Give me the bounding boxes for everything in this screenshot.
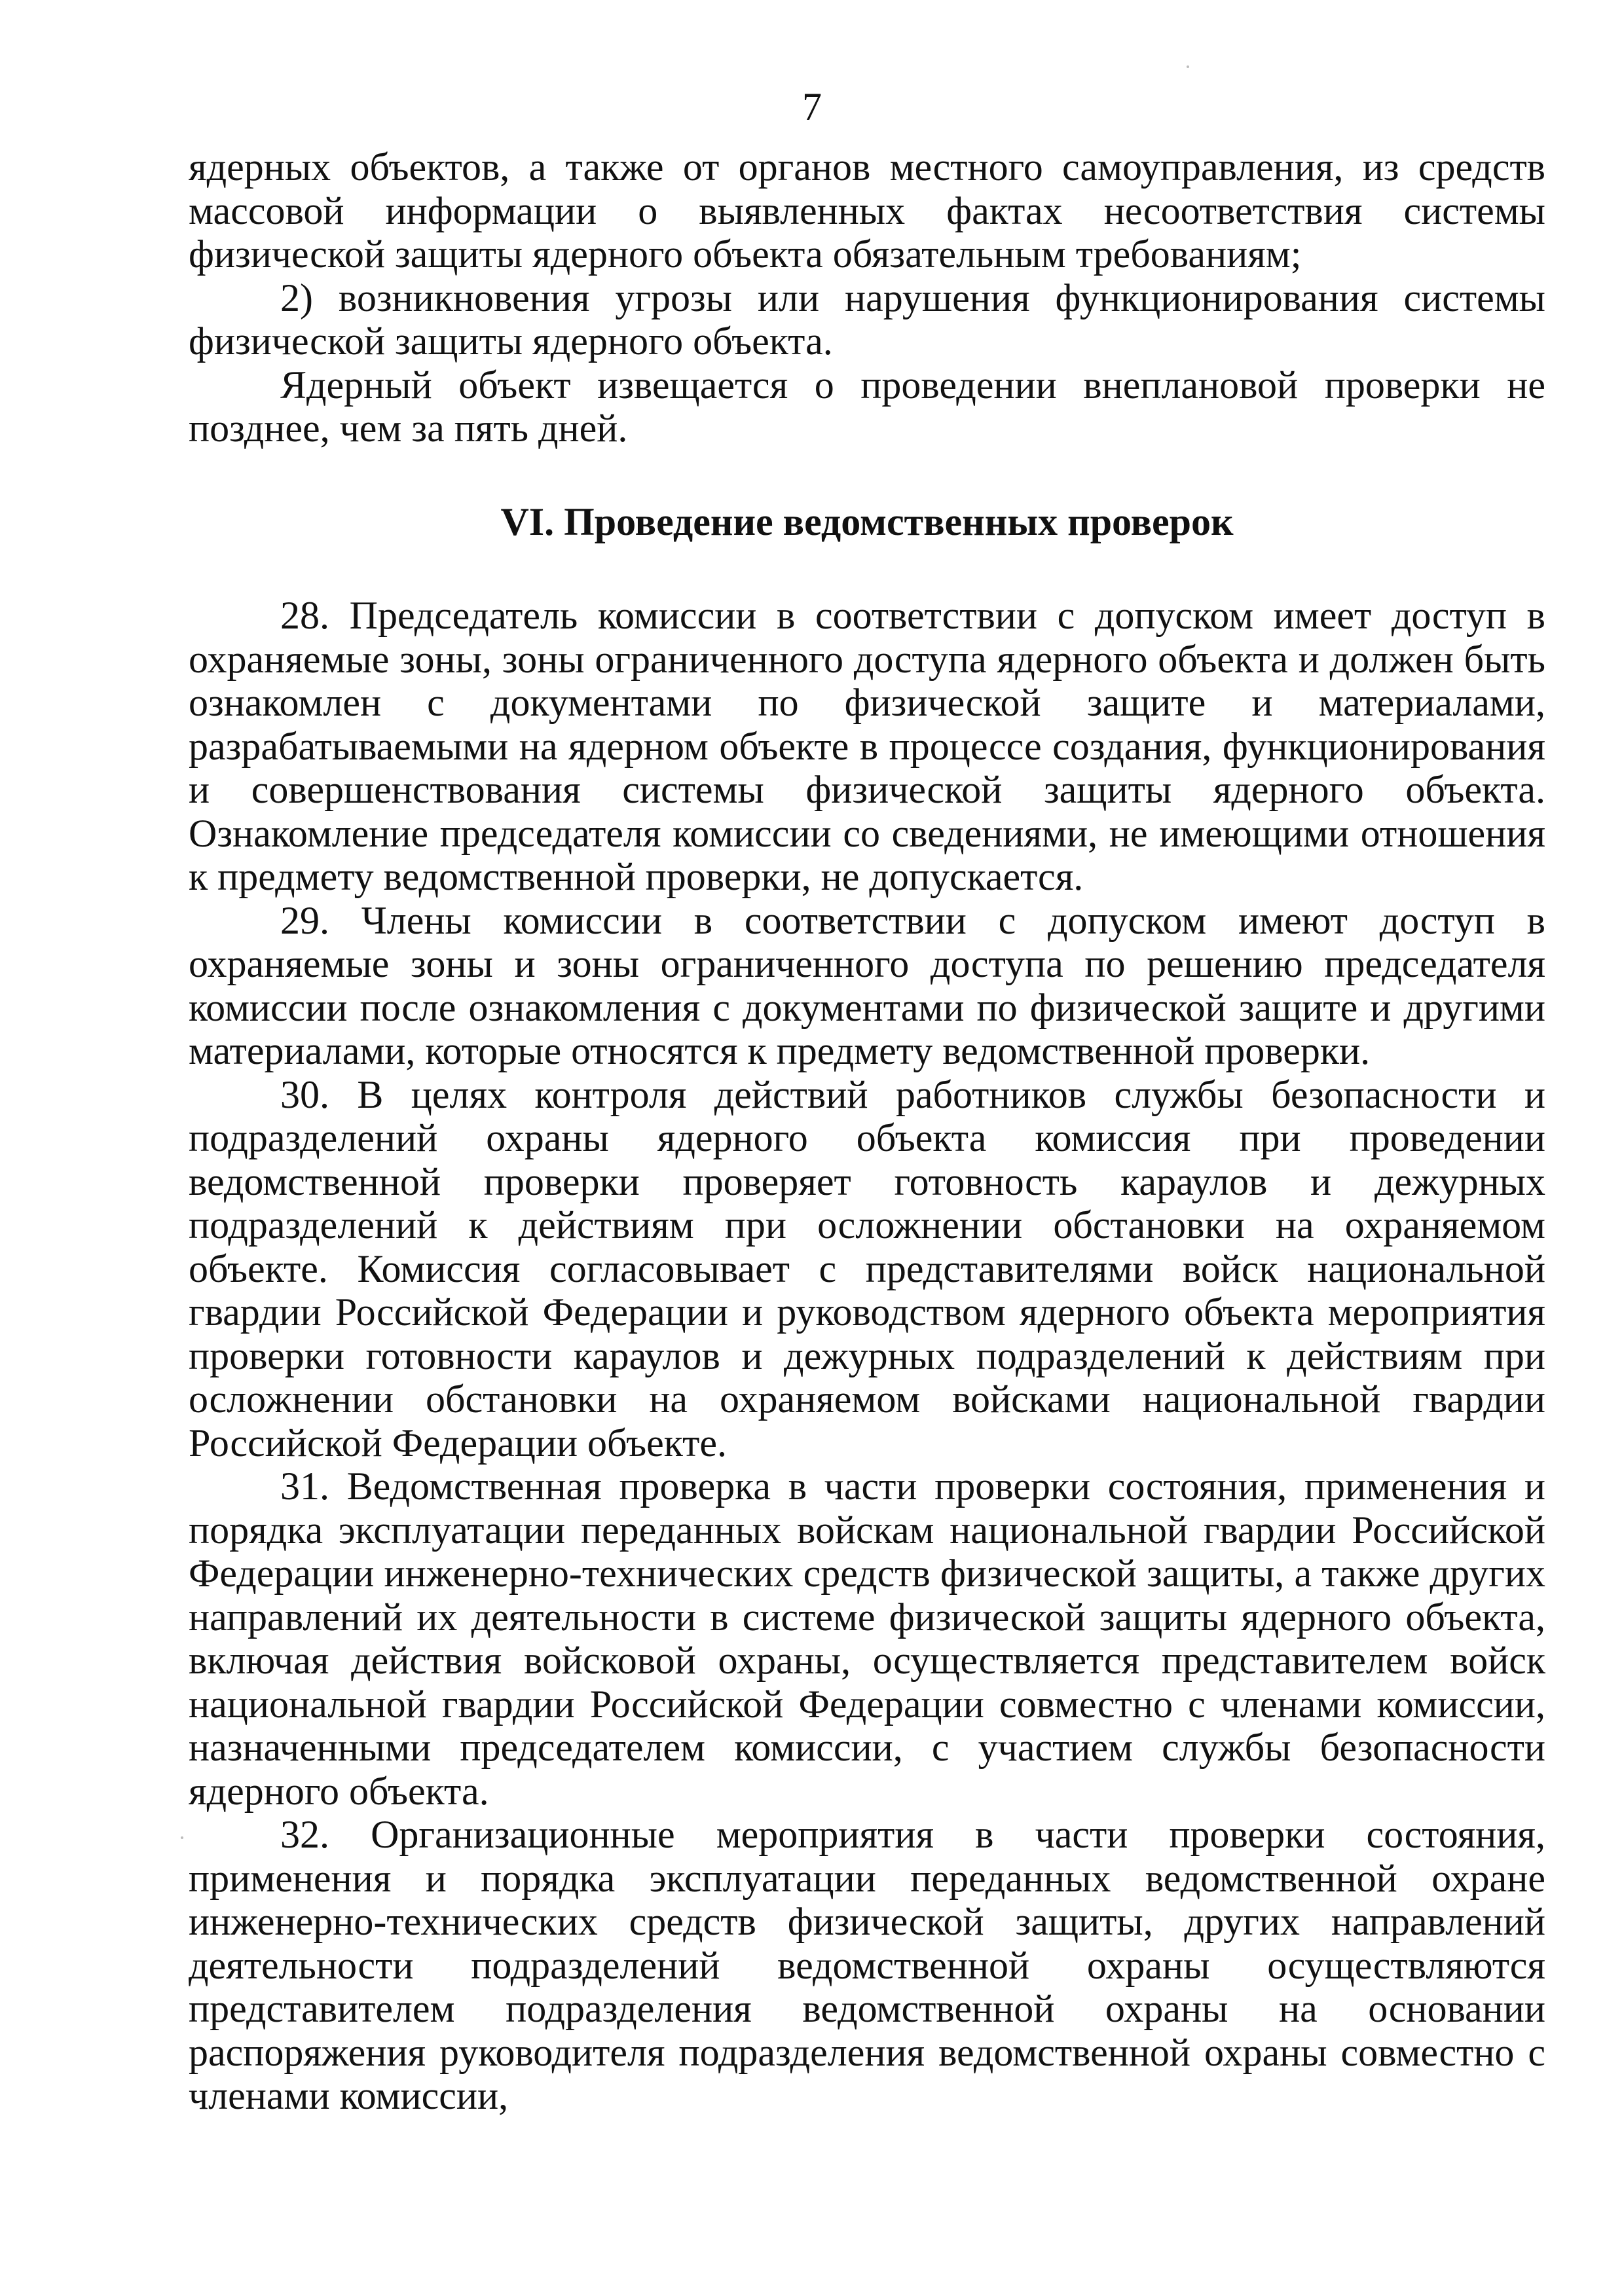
paragraph-28: 28. Председатель комиссии в соответствии с допуском имеет доступ в охраняемые зоны, зоны ограниченного доступа ядерного объекта и должен быть ознакомлен с документами по физической защите и материалами, разрабатываемыми на ядерном объекте в процессе создания, функционирования и совершенствования системы физической защиты ядерного объекта. Ознакомление председателя комиссии со сведениями, не имеющими отношения к предмету ведомственной проверки, не допускается. bbox=[189, 594, 1545, 898]
scan-speck bbox=[181, 1836, 183, 1839]
paragraph-31: 31. Ведомственная проверка в части проверки состояния, применения и порядка эксплуатации переданных войскам национальной гвардии Российской Федерации инженерно-технических средств физической защиты, а также других направлений их деятельности в системе физической защиты ядерного объекта, включая действия войсковой охраны, осуществляется представителем войск национальной гвардии Российской Федерации совместно с членами комиссии, назначенными председателем комиссии, с участием службы безопасности ядерного объекта. bbox=[189, 1465, 1545, 1813]
document-body bbox=[189, 145, 1545, 2118]
page-number: 7 bbox=[802, 85, 822, 128]
section-heading: VI. Проведение ведомственных проверок bbox=[500, 500, 1234, 543]
paragraph-continuation: ядерных объектов, а также от органов местного самоуправления, из средств массовой информации о выявленных фактах несоответствия системы физической защиты ядерного объекта обязательным требованиям; bbox=[189, 145, 1545, 276]
paragraph-notice: Ядерный объект извещается о проведении внеплановой проверки не позднее, чем за пять дней. bbox=[189, 363, 1545, 450]
paragraph-32: 32. Организационные мероприятия в части проверки состояния, применения и порядка эксплуатации переданных ведомственной охране инженерно-технических средств физической защиты, других направлений деятельности подразделений ведомственной охраны осуществляются представителем подразделения ведомственной охраны на основании распоряжения руководителя подразделения ведомственной охраны совместно с членами комиссии, bbox=[189, 1813, 1545, 2117]
paragraph-item-2: 2) возникновения угрозы или нарушения функционирования системы физической защиты ядерного объекта. bbox=[189, 276, 1545, 363]
paragraph-30: 30. В целях контроля действий работников службы безопасности и подразделений охраны ядерного объекта комиссия при проведении ведомственной проверки проверяет готовность караулов и дежурных подразделений к действиям при осложнении обстановки на охраняемом объекте. Комиссия согласовывает с представителями войск национальной гвардии Российской Федерации и руководством ядерного объекта мероприятия проверки готовности караулов и дежурных подразделений к действиям при осложнении обстановки на охраняемом войсками национальной гвардии Российской Федерации объекте. bbox=[189, 1072, 1545, 1465]
paragraph-29: 29. Члены комиссии в соответствии с допуском имеют доступ в охраняемые зоны и зоны ограниченного доступа по решению председателя комиссии после ознакомления с документами по физической защите и другими материалами, которые относятся к предмету ведомственной проверки. bbox=[189, 898, 1545, 1072]
scan-speck bbox=[1187, 65, 1189, 68]
